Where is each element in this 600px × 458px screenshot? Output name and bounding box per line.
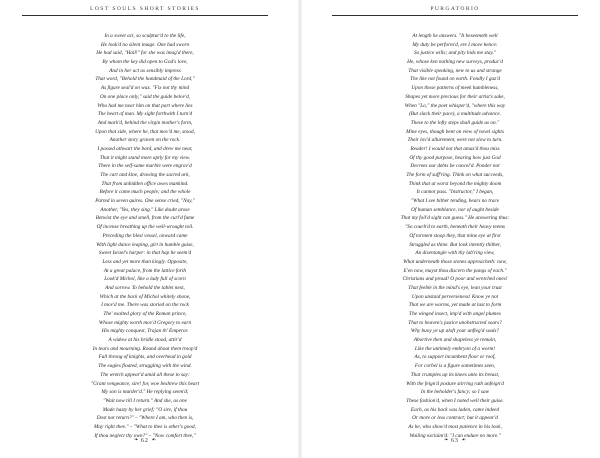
text-line: Another story graven on the rock. — [109, 137, 181, 144]
text-line: At a great palace, from the lattice forth — [103, 267, 187, 274]
text-line: "What I see hither tending, bears no trace — [410, 198, 500, 205]
page-number-left: 62 — [140, 438, 149, 444]
text-line: That it might stand more aptly for my view. — [99, 154, 191, 161]
page-number-right: 63 — [450, 438, 459, 444]
text-line: The eagles floated, struggling with the wind. — [98, 363, 192, 370]
text-line: It cannot pass. "Instructor," I began, — [416, 189, 494, 196]
text-line: May right thee." – "What to thee is other's good, — [94, 423, 196, 430]
text-line: Mine eyes, though bent on view of novel sights — [406, 128, 504, 135]
text-line: These fashion'd, when I noted well their guise. — [406, 397, 504, 404]
text-line: There in the self-same marble were engrav'd — [98, 163, 192, 170]
left-page — [0, 0, 290, 458]
text-line: For corbel is a figure sometimes seen, — [414, 363, 496, 370]
text-line: That my foil'd sight can guess." He answering thus: — [400, 215, 510, 222]
fleuron-ornament-icon: ❧ — [134, 438, 139, 443]
text-line: As, to support incumbent floor or roof, — [414, 354, 496, 361]
text-line: Whose mighty worth mov'd Gregory to earn — [98, 319, 192, 326]
text-line: Upon those patterns of meek humbleness, — [411, 85, 499, 92]
text-line: And mark'd, behind the virgin mother's form, — [97, 119, 193, 126]
text-line: Sweet Israel's harper: in that hap he seem'd — [98, 250, 192, 257]
text-line: These to the lofty steps shall guide us on." — [410, 119, 500, 126]
text-line: That feeble in the mind's eye, lean your trust — [408, 284, 502, 291]
text-line: Which at the back of Michol whitely shone, — [99, 293, 191, 300]
text-line: That crumples up its knees unto its breast, — [410, 371, 500, 378]
text-line: In a sweet act, so sculptur'd to the life, — [104, 33, 186, 39]
text-line: My duty be perform'd, ere I move hence: — [412, 41, 498, 48]
text-line: By whom the key did open to God's love, — [102, 59, 188, 66]
text-line: Less and yet more than kingly. Opposite, — [102, 258, 188, 265]
text-line: As he, who show'd most patience in his look, — [408, 423, 502, 430]
text-line: As figure seal'd on wax. "Fix not thy mind — [100, 85, 190, 92]
text-line: I mov'd me. There was storied on the rock — [101, 302, 189, 309]
text-line: Struggled as thine. But look intently thither, — [409, 241, 501, 248]
text-line: That visible speaking, new to us and strange — [408, 67, 502, 74]
text-line: Upon that side, where he, that mov'd me, stood, — [95, 128, 195, 135]
text-line: The form of suff'ring. Think on what succeeds, — [406, 172, 504, 178]
text-line: "Wait now till I return." And she, as one — [103, 397, 187, 404]
text-line: Of incense breathing up the well-wrought toil. — [96, 224, 194, 231]
text-line: Before it came much people; and the whole — [99, 189, 191, 196]
text-line: Or more or less contract; but it appear'd — [412, 415, 498, 422]
text-line: Of human semblance, nor of aught beside — [411, 206, 499, 213]
text-line: Each, as his back was laden, came indeed — [410, 406, 500, 413]
text-line: "Grant vengeance, sire! for, woe beshrew this heart — [90, 380, 200, 387]
text-line: Betwixt the eye and smell, from the curl'd fume — [95, 215, 195, 222]
text-line: Decrees our debts be cancel'd. Ponder not — [410, 163, 500, 170]
text-line: He look'd no silent image. One had sworn — [100, 41, 190, 48]
text-line: Look'd Michol, like a lady full of scorn — [104, 276, 186, 283]
text-line: In tears and mourning. Round about them troop'd — [92, 345, 198, 352]
text-line: When "Lo," the poet whisper'd, "where this way — [404, 102, 506, 109]
poem-text-right — [310, 32, 600, 440]
fleuron-ornament-icon: ❧ — [444, 438, 449, 443]
head-rule-right — [332, 15, 578, 16]
text-line: The like not found on earth. Fondly I gaz'd — [410, 76, 500, 83]
text-line: Abortive then and shapeless ye remain, — [413, 337, 497, 344]
text-line: The cart and kine, drawing the sacred ark, — [100, 172, 190, 178]
text-line: That we are worms, yet made at last to form — [408, 302, 502, 309]
text-line: Like the untimely embryon of a worm! — [414, 345, 496, 352]
text-line: What underneath those stones approacheth: now, — [403, 258, 507, 265]
text-line: E'en now, mayst thou discern the pangs of each." — [403, 267, 507, 274]
text-line: Christians and proud! O poor and wretched ones! — [402, 276, 508, 283]
text-line: And sorrow. To behold the tablet next, — [105, 284, 185, 291]
text-line: An disentangle with thy lab'ring view, — [415, 250, 495, 257]
text-line: The heart of man. My sight forthwith I turn'd — [97, 111, 193, 118]
text-line: The' exalted glory of the Roman prince, — [103, 311, 187, 317]
text-line: A widow at his bridle stood, attir'd — [108, 337, 182, 344]
text-line: My son is murder'd." He replying seem'd; — [101, 389, 189, 396]
running-head-left: LOST SOULS SHORT STORIES — [90, 6, 200, 12]
text-line: His mighty conquest, Trajan th' Emperor. — [101, 328, 189, 335]
text-line: That from unbidden office awes mankind. — [101, 180, 189, 187]
text-line: With the feign'd posture stirring ruth unfeign'd — [406, 380, 504, 387]
text-line: Who had me near him on that part where lies — [97, 102, 193, 109]
fleuron-ornament-icon: ☙ — [461, 438, 466, 443]
text-line: That word, "Behold the handmaid of the Lord," — [95, 76, 195, 83]
text-line: Parted in seven quires. One sense cried, "Nay," — [95, 198, 195, 205]
text-line: Wailing exclaim'd: "I can endure no more." — [409, 432, 501, 439]
text-line: Full throng of knights, and overhead in gold — [98, 354, 192, 361]
text-line: (But slack their pace), a multitude advance. — [409, 111, 501, 118]
text-line: At length he answers. "It beseemeth well — [412, 33, 498, 39]
text-line: The winged insect, imp'd with angel plumes — [409, 311, 501, 317]
text-line: Shapes yet more precious for their artist's sake, — [405, 93, 505, 100]
gutter — [298, 0, 302, 458]
fleuron-ornament-icon: ☙ — [151, 438, 156, 443]
text-line: Dost not return?" – "Where I am, who then is, — [96, 415, 194, 422]
text-line: In the beholder's fancy; so I saw — [420, 389, 490, 396]
text-line: Why buoy ye up aloft your unfleg'd souls? — [410, 328, 500, 335]
text-line: Reader! I would not that amaz'd thou miss — [410, 145, 500, 152]
text-line: Made hasty by her grief; "O sire, if thou — [102, 406, 188, 413]
text-line: And in her act as sensibly impress — [109, 67, 181, 74]
text-line: Preceding the blest vessel, onward came — [102, 232, 188, 239]
text-line: Upon unstaid perverseness! Know ye not — [411, 293, 499, 300]
text-line: If thou neglect thy own?" – "Now comfort thee," — [94, 432, 196, 439]
text-line: "So courb'd to earth, beneath their heavy teems — [405, 224, 505, 231]
text-line: Their lov'd allurement, were not slow to turn. — [407, 137, 503, 144]
text-line: Think that at worst beyond the mighty doom — [408, 180, 502, 187]
text-line: He, whose ken nothing new surveys, produc'd — [407, 59, 503, 66]
poem-text-left — [0, 32, 290, 440]
text-line: With light dance leaping, girt in humble guise, — [96, 241, 194, 248]
running-head-right: PURGATORIO — [430, 6, 480, 12]
text-line: Of thy good purpose, hearing how just God — [409, 154, 501, 161]
text-line: The wretch appear'd amid all these to say: — [100, 371, 190, 378]
text-line: That to heaven's justice unobstructed soars? — [408, 319, 502, 326]
text-line: Of torment stoop they, that mine eye at first — [409, 232, 501, 239]
folio-right — [310, 437, 600, 444]
head-rule-left — [22, 15, 268, 16]
folio-left — [0, 437, 290, 444]
text-line: He had said, "Hail!" for she was imag'd there, — [96, 50, 194, 57]
text-line: Another, "Yes, they sing." Like doubt arose — [100, 206, 190, 213]
text-line: So justice wills; and pity bids me stay." — [413, 50, 497, 57]
text-line: On one place only," said the guide belov'd, — [99, 93, 191, 100]
text-line: I passed athwart the bard, and drew me near, — [97, 145, 193, 152]
right-page — [310, 0, 600, 458]
